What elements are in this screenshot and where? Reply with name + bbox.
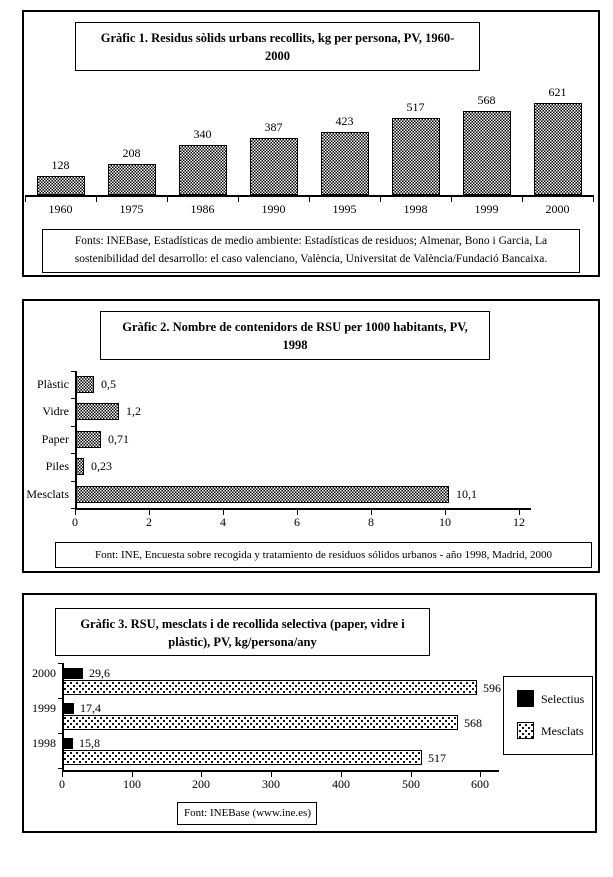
g3-value-label-mesclats-2000: 596 <box>483 681 501 695</box>
g1-x-tick-label-1995: 1995 <box>332 202 357 216</box>
legend-label-mesclats: Mesclats <box>541 724 584 738</box>
g2-value-label-Piles: 0,23 <box>91 459 112 473</box>
g2-x-tick-label-10: 10 <box>439 515 451 529</box>
g1-bar-1995 <box>321 132 369 195</box>
grafic1-title-line1: Gràfic 1. Residus sòlids urbans recollits, kg per persona, PV, 1960- <box>100 31 455 45</box>
g3-x-axis-tick <box>341 770 342 777</box>
grafic1-source-box <box>42 229 580 273</box>
g3-y-tick-label-2000: 2000 <box>32 666 56 680</box>
g2-y-axis-tick <box>71 426 77 427</box>
g1-x-axis-tick <box>238 195 239 202</box>
g2-bar-Plàstic <box>75 376 94 393</box>
grafic2-panel <box>22 299 600 573</box>
g2-bar-Mesclats <box>75 486 449 503</box>
g1-x-tick-label-1986: 1986 <box>190 202 215 216</box>
g3-y-tick-label-1998: 1998 <box>32 736 56 750</box>
g1-x-tick-label-2000: 2000 <box>545 202 570 216</box>
g1-bar-1999 <box>463 111 511 195</box>
g1-value-label-1999: 568 <box>477 93 496 107</box>
g1-value-label-1986: 340 <box>193 127 212 141</box>
grafic3-title-line1: Gràfic 3. RSU, mesclats i de recollida selectiva (paper, vidre i <box>80 617 405 631</box>
grafic1-title-line2: 2000 <box>265 49 290 63</box>
g2-x-axis-tick <box>519 508 520 515</box>
g2-bar-Paper <box>75 431 101 448</box>
g1-value-label-1995: 423 <box>335 114 354 128</box>
g2-x-tick-label-12: 12 <box>513 515 525 529</box>
g2-y-axis <box>75 371 77 510</box>
g3-x-axis-tick <box>62 770 63 777</box>
g1-x-axis-tick <box>167 195 168 202</box>
g3-bar-mesclats-2000 <box>62 680 477 695</box>
g1-bar-1975 <box>108 164 156 195</box>
g3-y-axis-tick <box>58 768 64 769</box>
g1-x-axis-tick <box>380 195 381 202</box>
g2-x-axis-tick <box>149 508 150 515</box>
g1-bar-1990 <box>250 138 298 195</box>
g3-y-tick-label-1999: 1999 <box>32 701 56 715</box>
legend-swatch-selectius <box>517 690 534 707</box>
g2-y-tick-label-Mesclats: Mesclats <box>26 487 69 501</box>
g2-x-tick-label-2: 2 <box>146 515 152 529</box>
g1-x-axis-tick <box>96 195 97 202</box>
grafic3-panel <box>22 593 597 833</box>
g3-value-label-selectius-1999: 17,4 <box>80 701 101 715</box>
grafic2-plot <box>24 301 598 571</box>
g3-bar-selectius-2000 <box>62 668 83 679</box>
grafic2-title-line1: Gràfic 2. Nombre de contenidors de RSU per 1000 habitants, PV, <box>122 320 468 334</box>
g2-y-axis-tick <box>71 453 77 454</box>
g2-x-axis-tick <box>445 508 446 515</box>
g1-x-axis-tick <box>25 195 26 202</box>
g1-bar-1998 <box>392 118 440 195</box>
g3-y-axis-tick <box>58 663 64 664</box>
g2-y-axis-tick <box>71 481 77 482</box>
g2-value-label-Vidre: 1,2 <box>126 404 141 418</box>
g3-x-axis <box>62 770 499 772</box>
grafic1-source-text: Fonts: INEBase, Estadísticas de medio ambiente: Estadísticas de residuos; Almenar, Bono i Garcia, La sostenibilidad del desarrollo: el caso valenciano, València, Universitat de València/Fundació Bancaixa. <box>74 235 548 265</box>
g1-value-label-1960: 128 <box>51 158 70 172</box>
g1-value-label-1975: 208 <box>122 146 141 160</box>
grafic1-panel <box>22 10 600 277</box>
g1-x-tick-label-1999: 1999 <box>474 202 499 216</box>
g2-value-label-Plàstic: 0,5 <box>101 377 116 391</box>
g1-bar-1986 <box>179 145 227 195</box>
g2-y-axis-tick <box>71 371 77 372</box>
g1-x-axis-tick <box>522 195 523 202</box>
g1-x-tick-label-1998: 1998 <box>403 202 428 216</box>
g3-x-axis-tick <box>132 770 133 777</box>
g1-x-axis-tick <box>309 195 310 202</box>
g3-x-tick-label-200: 200 <box>192 777 210 791</box>
g3-x-tick-label-100: 100 <box>123 777 141 791</box>
g1-x-axis-tick <box>593 195 594 202</box>
g1-x-tick-label-1990: 1990 <box>261 202 286 216</box>
g2-y-axis-tick <box>71 398 77 399</box>
g3-x-tick-label-300: 300 <box>262 777 280 791</box>
g1-bar-2000 <box>534 103 582 195</box>
g3-y-axis-tick <box>58 733 64 734</box>
grafic2-title-line2: 1998 <box>282 338 308 352</box>
g2-y-tick-label-Paper: Paper <box>41 432 69 446</box>
g1-value-label-1990: 387 <box>264 120 283 134</box>
g2-x-tick-label-8: 8 <box>368 515 374 529</box>
g2-x-axis <box>75 508 531 510</box>
g2-y-tick-label-Piles: Piles <box>45 459 69 473</box>
g2-x-tick-label-0: 0 <box>72 515 78 529</box>
g2-y-tick-label-Plàstic: Plàstic <box>37 377 69 391</box>
g1-value-label-1998: 517 <box>406 100 425 114</box>
g2-x-axis-tick <box>75 508 76 515</box>
g1-x-axis-tick <box>451 195 452 202</box>
grafic3-legend <box>503 676 593 755</box>
g2-y-tick-label-Vidre: Vidre <box>42 404 69 418</box>
grafic3-title-line2: plàstic), PV, kg/persona/any <box>168 635 317 649</box>
g3-value-label-mesclats-1999: 568 <box>464 716 482 730</box>
g3-x-axis-tick <box>271 770 272 777</box>
g3-x-axis-tick <box>201 770 202 777</box>
g1-x-tick-label-1960: 1960 <box>48 202 73 216</box>
g2-x-tick-label-4: 4 <box>220 515 226 529</box>
g2-bar-Vidre <box>75 403 119 420</box>
grafic3-source-box <box>177 802 317 825</box>
g2-value-label-Mesclats: 10,1 <box>456 487 477 501</box>
g2-x-axis-tick <box>297 508 298 515</box>
g3-y-axis <box>62 663 64 772</box>
g1-value-label-2000: 621 <box>548 85 567 99</box>
g2-x-axis-tick <box>223 508 224 515</box>
g2-x-axis-tick <box>371 508 372 515</box>
g1-x-tick-label-1975: 1975 <box>119 202 144 216</box>
g3-value-label-mesclats-1998: 517 <box>428 751 446 765</box>
g3-value-label-selectius-2000: 29,6 <box>89 666 110 680</box>
g3-x-tick-label-400: 400 <box>332 777 350 791</box>
g3-value-label-selectius-1998: 15,8 <box>79 736 100 750</box>
g3-bar-mesclats-1999 <box>62 715 458 730</box>
g2-value-label-Paper: 0,71 <box>108 432 129 446</box>
legend-swatch-mesclats <box>517 722 534 739</box>
grafic3-source-text: Font: INEBase (www.ine.es) <box>184 807 311 819</box>
g3-bar-mesclats-1998 <box>62 750 422 765</box>
g2-x-tick-label-6: 6 <box>294 515 300 529</box>
g3-x-axis-tick <box>480 770 481 777</box>
g3-x-axis-tick <box>411 770 412 777</box>
grafic2-source-box <box>55 542 592 568</box>
g1-bar-1960 <box>37 176 85 195</box>
g3-y-axis-tick <box>58 698 64 699</box>
g3-x-tick-label-500: 500 <box>402 777 420 791</box>
grafic2-source-text: Font: INE, Encuesta sobre recogida y tratamiento de residuos sólidos urbanos - año 1998, Madrid, 2000 <box>94 549 552 561</box>
g3-x-tick-label-600: 600 <box>471 777 489 791</box>
g3-x-tick-label-0: 0 <box>59 777 65 791</box>
legend-label-selectius: Selectius <box>541 692 585 706</box>
